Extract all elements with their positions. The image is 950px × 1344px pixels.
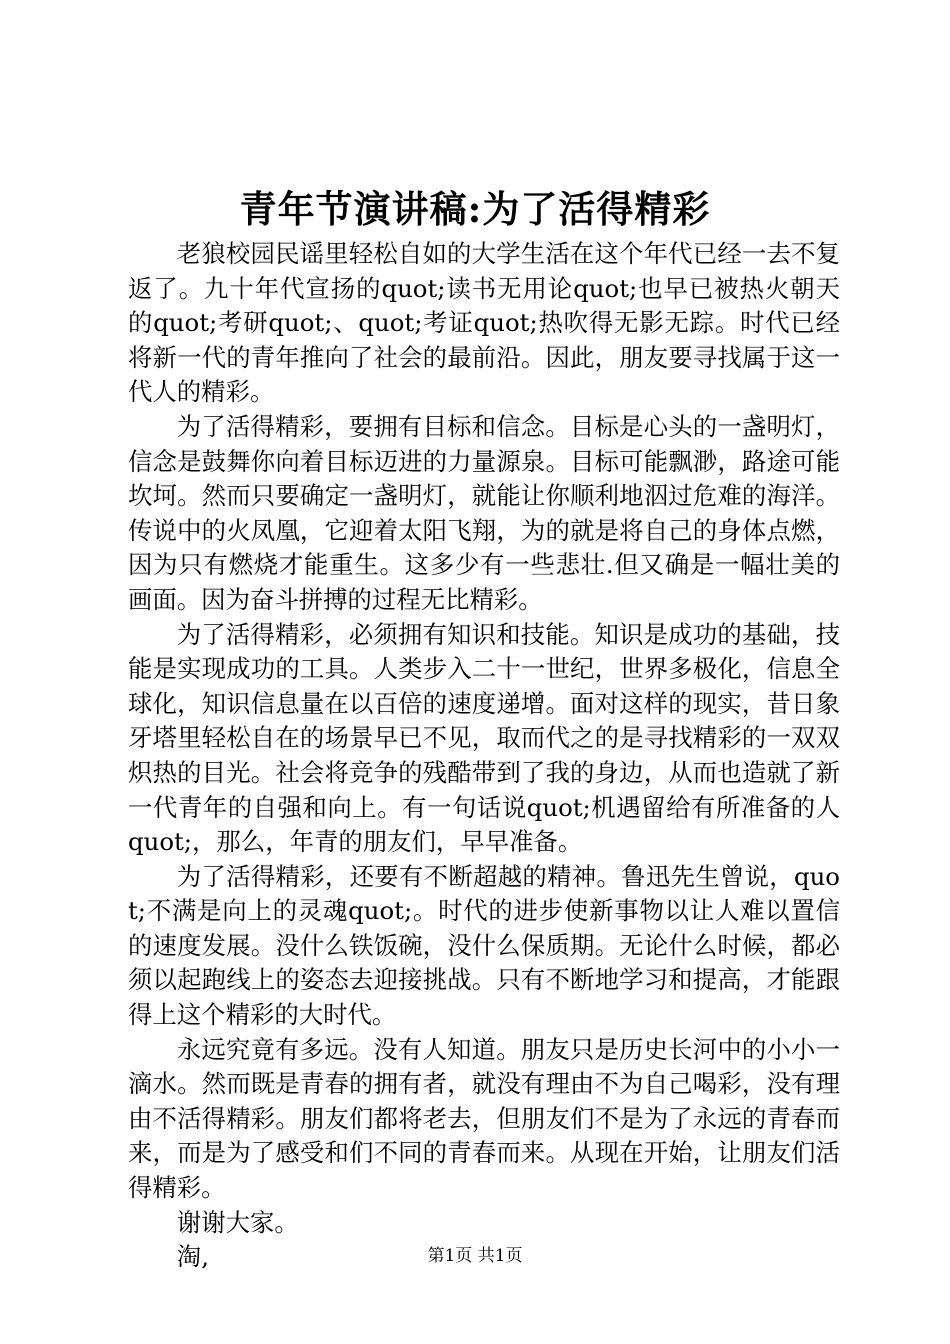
paragraph-1: 老狼校园民谣里轻松自如的大学生活在这个年代已经一去不复返了。九十年代宣扬的quot;读书无用论quot;也早已被热火朝天的quot;考研quot;、quot;考证quot;热吹得无影无踪。时代已经将新一代的青年推向了社会的最前沿。因此，朋友要寻找属于这一代人的精彩。 bbox=[128, 239, 840, 407]
paragraph-5: 永远究竟有多远。没有人知道。朋友只是历史长河中的小小一滴水。然而既是青春的拥有者，就没有理由不为自己喝彩，没有理由不活得精彩。朋友们都将老去，但朋友们不是为了永远的青春而来，而是为了感受和们不同的青春而来。从现在开始，让朋友们活得精彩。 bbox=[128, 1034, 840, 1203]
paragraph-2: 为了活得精彩，要拥有目标和信念。目标是心头的一盏明灯，信念是鼓舞你向着目标迈进的力量源泉。目标可能飘渺，路途可能坎坷。然而只要确定一盏明灯，就能让你顺利地泅过危难的海洋。传说中的火凤凰，它迎着太阳飞翔，为的就是将自己的身体点燃，因为只有燃烧才能重生。这多少有一些悲壮.但又确是一幅壮美的画面。因为奋斗拼搏的过程无比精彩。 bbox=[128, 411, 840, 614]
document-body bbox=[128, 237, 840, 1275]
page-footer: 第1页 共1页 bbox=[427, 1246, 523, 1266]
paragraph-6: 谢谢大家。 bbox=[176, 1207, 299, 1237]
paragraph-3: 为了活得精彩，必须拥有知识和技能。知识是成功的基础，技能是实现成功的工具。人类步入二十一世纪，世界多极化，信息全球化，知识信息量在以百倍的速度递增。面对这样的现实，昔日象牙塔里轻松自在的场景早已不见，取而代之的是寻找精彩的一双双炽热的目光。社会将竞争的残酷带到了我的身边，从而也造就了新一代青年的自强和向上。有一句话说quot;机遇留给有所准备的人quot;，那么，年青的朋友们，早早准备。 bbox=[128, 619, 840, 857]
paragraph-4: 为了活得精彩，还要有不断超越的精神。鲁迅先生曾说，quot;不满是向上的灵魂quot;。时代的进步使新事物以让人难以置信的速度发展。没什么铁饭碗，没什么保质期。无论什么时候，都必须以起跑线上的姿态去迎接挑战。只有不断地学习和提高，才能跟得上这个精彩的大时代。 bbox=[128, 861, 840, 1030]
document-title: 青年节演讲稿:为了活得精彩 bbox=[239, 187, 711, 231]
paragraph-7: 淘, bbox=[176, 1242, 209, 1272]
